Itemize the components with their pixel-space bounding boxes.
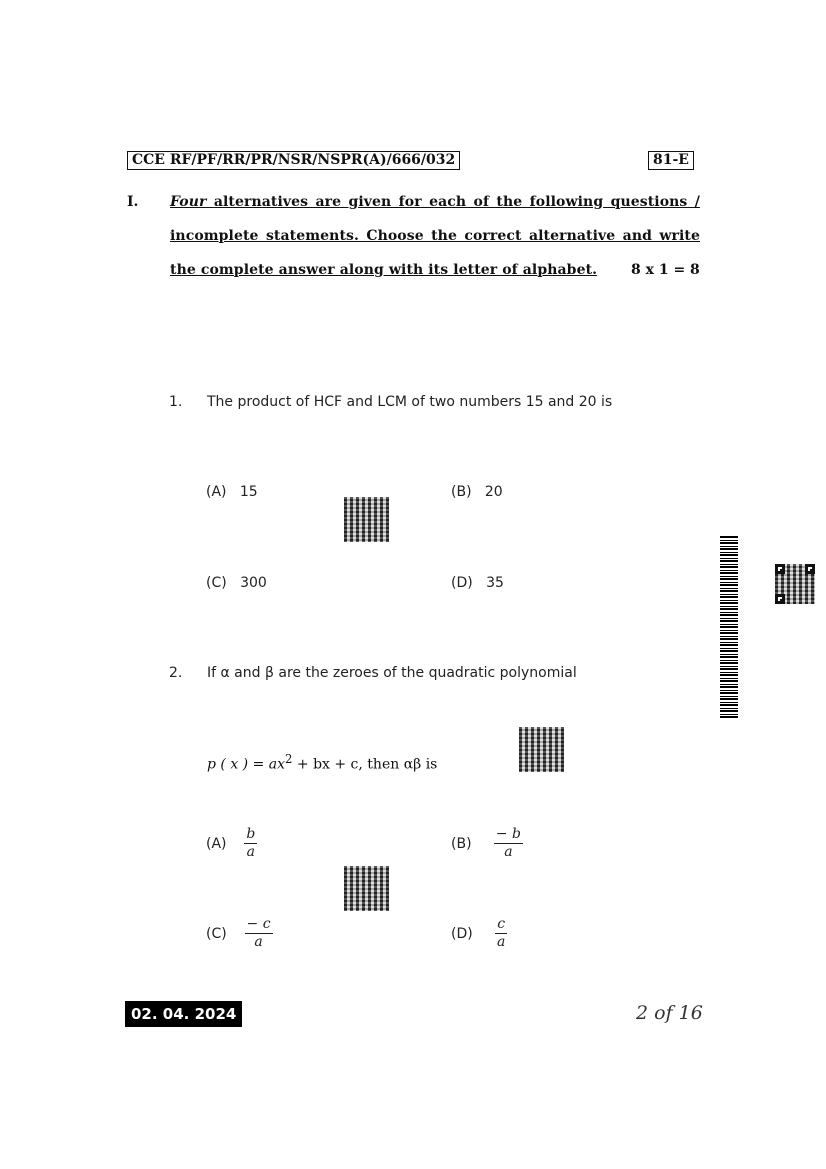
- qr-finder: [805, 564, 815, 574]
- qr-code-icon: [344, 866, 389, 911]
- section-instruction-line-2: incomplete statements. Choose the correct alternative and write: [170, 228, 700, 244]
- q1-option-a: [206, 484, 258, 500]
- q2-option-c: [206, 916, 273, 951]
- q1-option-b: [451, 484, 503, 500]
- qr-code-icon: [519, 727, 564, 772]
- fraction-denominator: a: [246, 844, 255, 860]
- fraction-numerator: b: [246, 826, 256, 842]
- paper-number: 81-E: [648, 151, 694, 170]
- fraction-numerator: − b: [495, 826, 521, 842]
- option-letter: (C): [206, 575, 227, 591]
- question-1-number: 1.: [169, 394, 183, 410]
- section-instruction-line-3: the complete answer along with its letter of alphabet.: [170, 262, 598, 278]
- poly-lhs: p ( x ) =: [207, 756, 269, 773]
- option-fraction: [244, 826, 257, 861]
- fraction-denominator: a: [254, 934, 263, 950]
- q2-option-a: [206, 826, 257, 861]
- option-letter: (C): [206, 925, 227, 942]
- qr-finder: [775, 594, 785, 604]
- q1-option-d: [451, 575, 504, 591]
- paper-code: CCE RF/PF/RR/PR/NSR/NSPR(A)/666/032: [127, 151, 460, 170]
- q2-option-b: [451, 826, 523, 861]
- option-value: 35: [486, 575, 504, 591]
- section-instruction-line-1: [170, 185, 700, 219]
- question-2-number: 2.: [169, 665, 183, 681]
- barcode-icon: [720, 536, 738, 718]
- question-1-text: The product of HCF and LCM of two numbers 15 and 20 is: [207, 394, 613, 410]
- section-line-1-text: alternatives are given for each of the following questions /: [213, 194, 700, 210]
- option-fraction: [495, 916, 507, 951]
- fraction-numerator: − c: [246, 916, 271, 932]
- section-emphasis: Four: [170, 194, 207, 210]
- section-number: I.: [127, 194, 139, 210]
- option-fraction: [245, 916, 273, 951]
- qr-finder: [775, 564, 785, 574]
- option-value: 15: [239, 484, 258, 500]
- poly-ax: ax: [268, 756, 286, 773]
- option-value: 300: [240, 575, 267, 591]
- poly-exponent: 2: [285, 752, 293, 766]
- question-2-text: If α and β are the zeroes of the quadratic polynomial: [207, 665, 577, 681]
- section-marks: 8 x 1 = 8: [631, 262, 700, 278]
- option-letter: (B): [451, 835, 472, 852]
- q1-option-c: [206, 575, 267, 591]
- option-letter: (D): [451, 575, 473, 591]
- page-number: 2 of 16: [636, 1002, 703, 1024]
- option-fraction: [494, 826, 523, 861]
- poly-rest: + bx + c, then αβ is: [292, 756, 438, 773]
- question-2-polynomial: [207, 752, 437, 773]
- option-letter: (A): [206, 835, 227, 852]
- q2-option-d: [451, 916, 507, 951]
- option-letter: (B): [451, 484, 472, 500]
- fraction-denominator: a: [496, 934, 506, 950]
- exam-date-badge: 02. 04. 2024: [125, 1001, 242, 1027]
- qr-code-icon: [775, 564, 815, 604]
- qr-code-icon: [344, 497, 389, 542]
- option-letter: (D): [451, 925, 473, 942]
- option-value: 20: [484, 484, 503, 500]
- fraction-numerator: c: [497, 916, 506, 932]
- option-letter: (A): [206, 484, 227, 500]
- fraction-denominator: a: [504, 844, 513, 860]
